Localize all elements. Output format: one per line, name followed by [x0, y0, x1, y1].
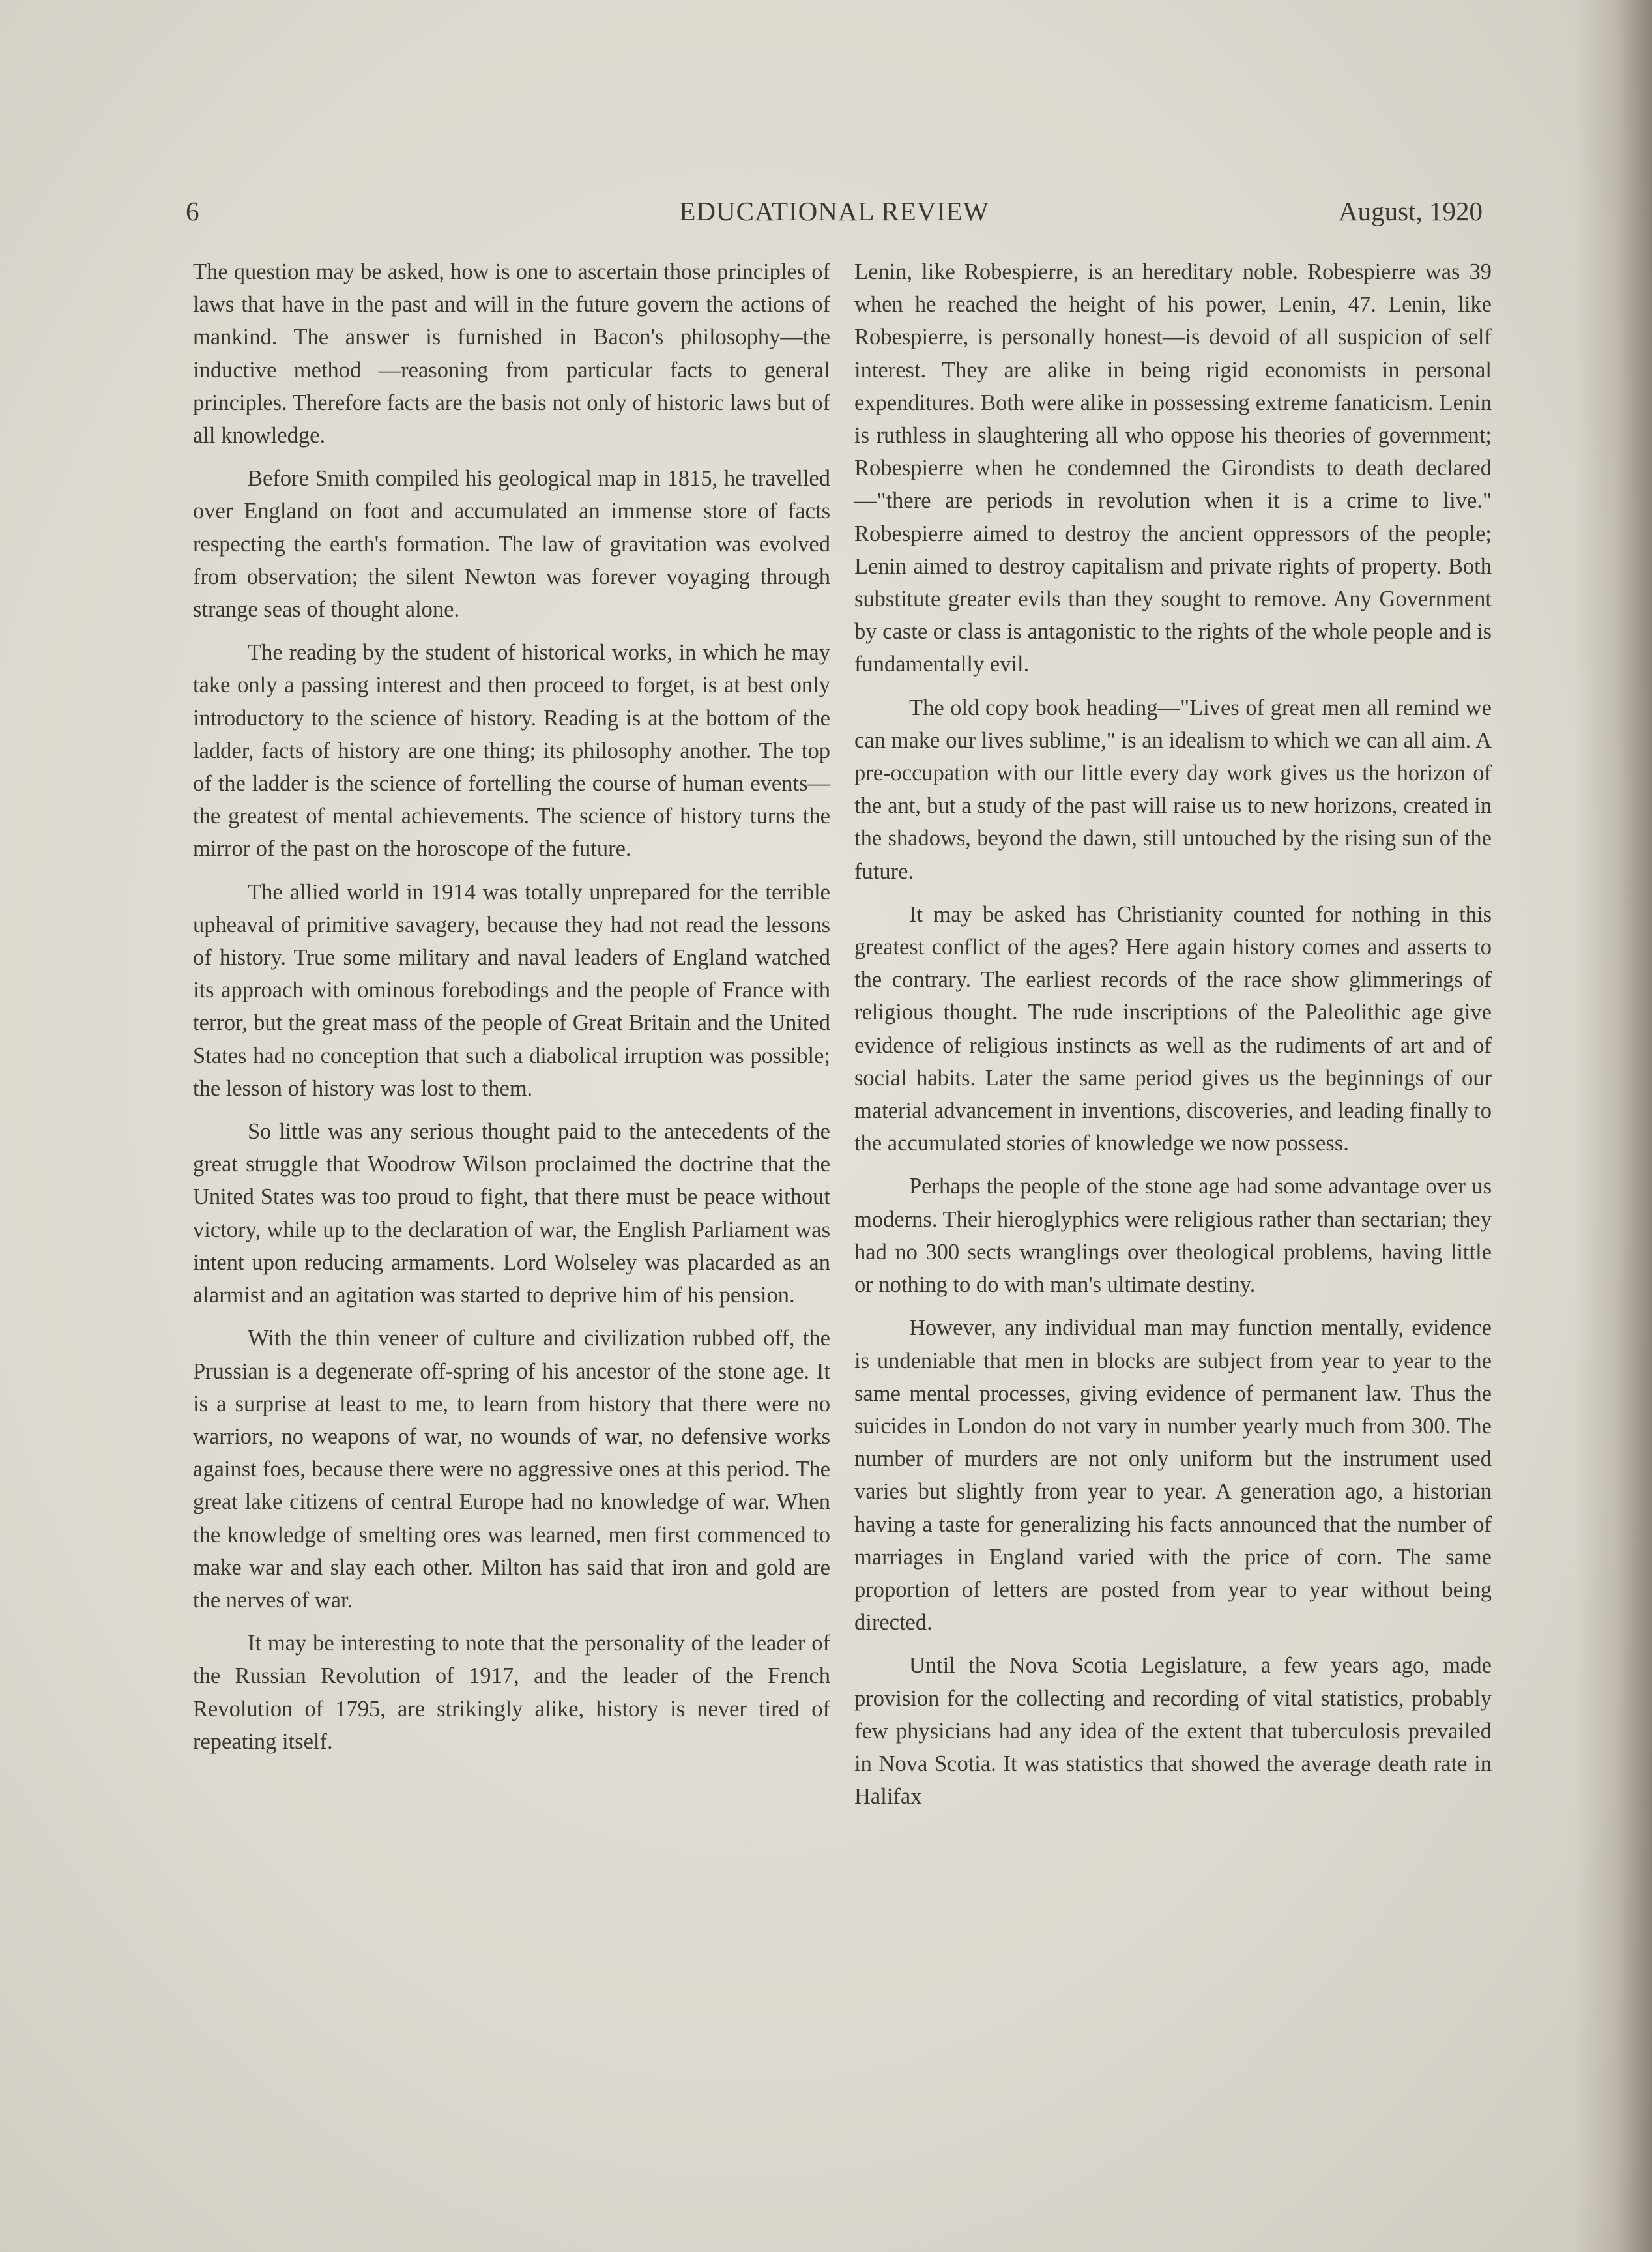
paragraph: The question may be asked, how is one to ascertain those principles of laws that have in the past and will in the future govern the actions of mankind. The answer is furnished in Bacon's philosophy—the inductive method —reasoning from particular facts to general principles. Therefore facts are the basis not only of historic laws but of all knowledge.: [193, 259, 830, 448]
running-header: [186, 196, 1483, 235]
paragraph: The allied world in 1914 was totally unprepared for the terrible upheaval of primitive savagery, because they had not read the lessons of history. True some military and naval leaders of England watched its approach with ominous forebodings and the people of France with terror, but the great mass of the people of Great Britain and the United States had no conception that such a diabolical irruption was possible; the lesson of history was lost to them.: [193, 879, 830, 1101]
paragraph: However, any individual man may function mentally, evidence is undeniable that men in blocks are subject from year to year to the same mental processes, giving evidence of permanent law. Thus the suicides in London do not vary in number yearly much from 300. The number of murders are not only uniform but the instrument used varies but slightly from year to year. A generation ago, a historian having a taste for generalizing his facts announced that the number of marriages in England varied with the price of corn. The same proportion of letters are posted from year to year without being directed.: [854, 1315, 1492, 1635]
right-column: [854, 256, 1492, 1823]
left-column: [193, 256, 830, 1768]
paragraph: With the thin veneer of culture and civilization rubbed off, the Prussian is a degenerate off-spring of his ancestor of the stone age. It is a surprise at least to me, to learn from history that there were no warriors, no weapons of war, no wounds of war, no defensive works against foes, because there were no aggressive ones at this period. The great lake citizens of central Europe had no knowledge of war. When the knowledge of smelting ores was learned, men first commenced to make war and slay each other. Milton has said that iron and gold are the nerves of war.: [193, 1326, 830, 1613]
paragraph: Perhaps the people of the stone age had some advantage over us moderns. Their hieroglyphics were religious rather than sectarian; they had no 300 sects wranglings over theological problems, having little or nothing to do with man's ultimate destiny.: [854, 1174, 1492, 1298]
paragraph: Lenin, like Robespierre, is an hereditary noble. Robespierre was 39 when he reached the height of his power, Lenin, 47. Lenin, like Robespierre, is personally honest—is devoid of all suspicion of self interest. They are alike in being rigid economists in personal expenditures. Both were alike in possessing extreme fanaticism. Lenin is ruthless in slaughtering all who oppose his theories of government; Robespierre when he condemned the Girondists to death declared—"there are periods in revolution when it is a crime to live." Robespierre aimed to destroy the ancient oppressors of the people; Lenin aimed to destroy capitalism and private rights of property. Both substitute greater evils than they sought to remove. Any Government by caste or class is antagonistic to the rights of the whole people and is fundamentally evil.: [854, 259, 1492, 677]
paragraph: It may be asked has Christianity counted for nothing in this greatest conflict of the ages? Here again history comes and asserts to the contrary. The earliest records of the race show glimmerings of religious thought. The rude inscriptions of the Paleolithic age give evidence of religious instincts as well as the rudiments of art and of social habits. Later the same period gives us the beginnings of our material advancement in inventions, discoveries, and leading finally to the accumulated stories of knowledge we now possess.: [854, 901, 1492, 1156]
page-edge-shadow: [1574, 0, 1652, 2252]
paragraph: Before Smith compiled his geological map in 1815, he travelled over England on foot and accumulated an immense store of facts respecting the earth's formation. The law of gravitation was evolved from observation; the silent Newton was forever voyaging through strange seas of thought alone.: [193, 466, 830, 622]
page-number: 6: [186, 196, 199, 226]
issue-date: August, 1920: [1339, 196, 1483, 226]
paragraph: Until the Nova Scotia Legislature, a few years ago, made provision for the collecting and recording of vital statistics, probably few physicians had any idea of the extent that tuberculosis prevailed in Nova Scotia. It was statistics that showed the average death rate in Halifax: [854, 1653, 1492, 1809]
paragraph: It may be interesting to note that the personality of the leader of the Russian Revolution of 1917, and the leader of the French Revolution of 1795, are strikingly alike, history is never tired of repeating itself.: [193, 1631, 830, 1754]
paragraph: The reading by the student of historical works, in which he may take only a passing interest and then proceed to forget, is at best only introductory to the science of history. Reading is at the bottom of the ladder, facts of history are one thing; its philosophy another. The top of the ladder is the science of fortelling the course of human events—the greatest of mental achievements. The science of history turns the mirror of the past on the horoscope of the future.: [193, 640, 830, 862]
paragraph: So little was any serious thought paid to the antecedents of the great struggle that Woodrow Wilson proclaimed the doctrine that the United States was too proud to fight, that there must be peace without victory, while up to the declaration of war, the English Parliament was intent upon reducing armaments. Lord Wolseley was placarded as an alarmist and an agitation was started to deprive him of his pension.: [193, 1119, 830, 1308]
publication-title: EDUCATIONAL REVIEW: [679, 196, 989, 226]
paragraph: The old copy book heading—"Lives of great men all remind we can make our lives sublime," is an idealism to which we can all aim. A pre-occupation with our little every day work gives us the horizon of the ant, but a study of the past will raise us to new horizons, created in the shadows, beyond the dawn, still untouched by the rising sun of the future.: [854, 695, 1492, 884]
